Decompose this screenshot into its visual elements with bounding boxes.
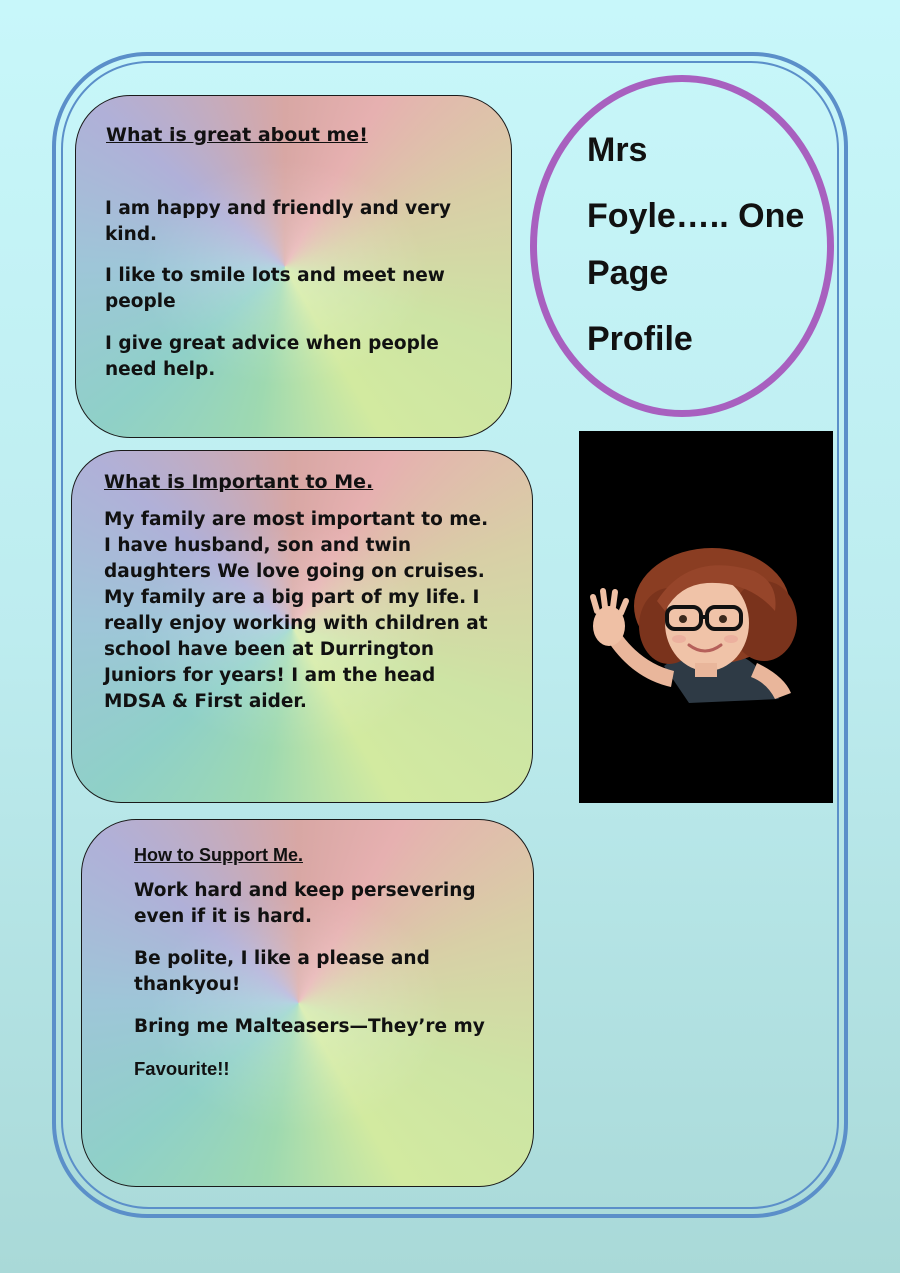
support-item-2: Be polite, I like a please and thankyou! <box>134 948 430 995</box>
title-line-3: Page <box>587 254 669 292</box>
title-line-2: Foyle….. One <box>587 197 805 235</box>
support-item-4: Favourite!! <box>134 1058 230 1079</box>
support-item-1: Work hard and keep persevering even if it is hard. <box>134 880 476 927</box>
avatar-photo <box>579 431 833 803</box>
cartoon-avatar-icon <box>579 431 833 803</box>
title-line-4: Profile <box>587 320 693 358</box>
important-heading: What is Important to Me. <box>104 471 374 493</box>
support-me-panel <box>81 819 534 1187</box>
support-heading: How to Support Me. <box>134 845 303 865</box>
great-item-3: I give great advice when people need help. <box>105 333 439 380</box>
title-line-1: Mrs <box>587 131 648 169</box>
title-ring <box>530 75 834 417</box>
great-about-me-panel <box>75 95 512 438</box>
important-to-me-panel <box>71 450 533 803</box>
great-item-1: I am happy and friendly and very kind. <box>105 198 451 245</box>
great-heading: What is great about me! <box>106 124 368 146</box>
important-body: My family are most important to me. I have husband, son and twin daughters We love going on cruises. My family are a big part of my life. I really enjoy working with children at school have been at Durrington Juniors for years! I am the head MDSA & First aider. <box>104 509 489 712</box>
support-item-3: Bring me Malteasers—They’re my <box>134 1016 485 1037</box>
great-item-2: I like to smile lots and meet new people <box>105 265 445 312</box>
